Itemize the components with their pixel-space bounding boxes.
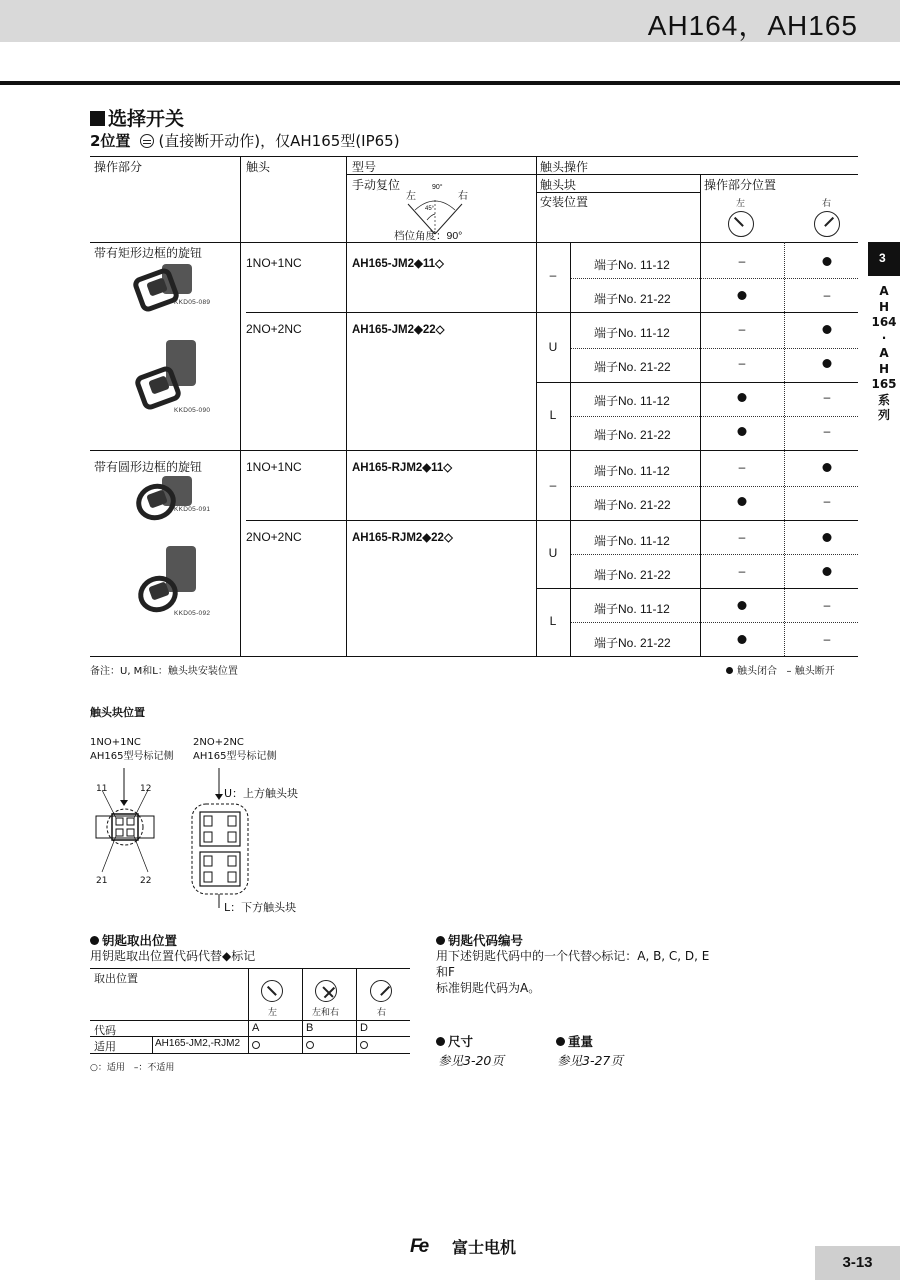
series-char: A xyxy=(879,346,889,360)
terminal-cell: 端子No. 11-12 xyxy=(594,394,670,408)
state-closed-dot xyxy=(738,601,747,610)
dial-left-right-icon xyxy=(315,980,337,1002)
state-open: – xyxy=(823,424,831,438)
state-closed-dot xyxy=(738,393,747,402)
table-col-rule xyxy=(700,242,701,656)
legend-closed: 触头闭合 xyxy=(737,666,777,677)
key-code-line: 和F xyxy=(436,965,455,979)
table-dotted-rule xyxy=(570,278,858,279)
state-open: – xyxy=(738,564,746,578)
series-char: H xyxy=(878,299,890,314)
square-bullet-icon xyxy=(90,111,105,126)
state-open: – xyxy=(823,632,831,646)
kt-pos-both: 左和右 xyxy=(312,1007,340,1017)
dimensions-heading xyxy=(436,1032,473,1050)
kt-apply-label: 适用 xyxy=(94,1041,116,1053)
fe-logo-mark: Fe xyxy=(410,1236,427,1257)
applicable-circle-icon xyxy=(360,1041,368,1049)
subtitle-rest: (直接断开动作)，仅AH165型(IP65) xyxy=(158,132,400,150)
kt-col xyxy=(152,1036,153,1053)
series-char: 系 xyxy=(877,392,890,407)
contact-cell: 2NO+2NC xyxy=(246,530,302,544)
bullet-icon xyxy=(436,1037,445,1046)
upper-block-label: U：上方触头块 xyxy=(224,787,299,800)
table-col-rule xyxy=(570,242,571,656)
mount-cell: U xyxy=(548,340,558,354)
pos-label-1 xyxy=(90,736,173,764)
weight-ref[interactable]: 参见3-27页 xyxy=(557,1053,623,1068)
series-char: H xyxy=(878,361,890,376)
table-dotted-rule xyxy=(570,348,858,349)
dimensions-ref[interactable]: 参见3-20页 xyxy=(438,1053,504,1068)
table-rule-bottom xyxy=(90,656,858,657)
page-title: AH164，AH165 xyxy=(647,10,858,41)
table-col-rule xyxy=(700,174,701,242)
contact-cell: 2NO+2NC xyxy=(246,322,302,336)
model-cell: AH165-RJM2◆11◇ xyxy=(352,462,453,474)
th-op-pos: 操作部分位置 xyxy=(704,178,777,192)
key-code-line: 用下述钥匙代码中的一个代替◇标记：A, B, C, D, E xyxy=(436,949,710,963)
terminal-cell: 端子No. 21-22 xyxy=(594,428,671,442)
kt-pos-header: 取出位置 xyxy=(94,973,138,985)
applicable-circle-icon xyxy=(306,1041,314,1049)
brand-name: 富士电机 xyxy=(452,1238,517,1257)
bullet-icon xyxy=(90,936,99,945)
pos-label-2-line2: AH165型号标记侧 xyxy=(193,751,277,762)
terminal-cell: 端子No. 11-12 xyxy=(594,464,670,478)
bullet-icon xyxy=(556,1037,565,1046)
photo-code: KKD05-090 xyxy=(174,407,211,414)
key-code-title: 钥匙代码编号 xyxy=(448,933,524,948)
contact-pos-title: 触头块位置 xyxy=(90,706,145,719)
table-note: 备注：U, M和L：触头块安装位置 xyxy=(90,666,238,677)
direct-opening-icon xyxy=(140,134,154,148)
page-number-box xyxy=(815,1246,900,1280)
product-photo-rect-2 xyxy=(126,340,206,412)
th-operator: 操作部分 xyxy=(94,160,143,174)
state-closed-dot xyxy=(823,325,832,334)
terminal-cell: 端子No. 21-22 xyxy=(594,498,671,512)
weight-title: 重量 xyxy=(568,1034,594,1049)
key-code-text xyxy=(436,948,709,996)
operator-round-bezel: 带有圆形边框的旋钮 xyxy=(94,460,203,474)
table-rule-top xyxy=(90,156,858,157)
key-table-note: ○：适用 –：不适用 xyxy=(90,1063,175,1073)
terminal-cell: 端子No. 21-22 xyxy=(594,568,671,582)
kt-rule xyxy=(90,1020,410,1021)
kt-code-d: D xyxy=(360,1022,368,1034)
state-open: – xyxy=(738,254,746,268)
state-closed-dot xyxy=(738,635,747,644)
terminal-cell: 端子No. 21-22 xyxy=(594,292,671,306)
dial-right-icon xyxy=(814,211,840,237)
mount-cell: L xyxy=(549,408,557,422)
kt-col xyxy=(248,968,249,1053)
weight-heading xyxy=(556,1032,593,1050)
state-open: – xyxy=(823,494,831,508)
state-open: – xyxy=(823,288,831,302)
kt-col xyxy=(356,968,357,1053)
th-mount-pos: 安装位置 xyxy=(540,195,589,209)
table-col-rule xyxy=(536,156,537,656)
th-pos-right: 右 xyxy=(822,198,832,208)
chapter-tab xyxy=(868,242,900,276)
diagram-right-label: 右 xyxy=(458,191,468,202)
state-open: – xyxy=(738,530,746,544)
terminal-cell: 端子No. 11-12 xyxy=(594,602,670,616)
product-photo-round-2 xyxy=(126,546,206,618)
table-dotted-rule xyxy=(570,486,858,487)
table-col-rule xyxy=(346,156,347,656)
table-rule-group xyxy=(246,312,858,313)
series-char: A xyxy=(879,284,889,298)
section-subtitle xyxy=(90,130,400,151)
kt-code-b: B xyxy=(306,1022,314,1034)
kt-code-label: 代码 xyxy=(94,1025,116,1037)
section-title xyxy=(90,104,184,131)
state-closed-dot xyxy=(738,291,747,300)
mount-cell: – xyxy=(549,478,557,492)
kt-apply-model: AH165-JM2,-RJM2 xyxy=(155,1038,241,1049)
subtitle-bold: 2位置 xyxy=(90,132,131,150)
diagram-90-label: 90° xyxy=(432,184,443,191)
th-contact-block: 触头块 xyxy=(540,178,577,192)
term-22: 22 xyxy=(140,876,152,886)
table-col-rule xyxy=(240,156,241,656)
pos-label-2 xyxy=(193,736,276,764)
pos-label-2-line1: 2NO+2NC xyxy=(193,737,244,748)
terminal-cell: 端子No. 21-22 xyxy=(594,636,671,650)
state-open: – xyxy=(823,390,831,404)
table-rule-header xyxy=(90,242,858,243)
applicable-circle-icon xyxy=(252,1041,260,1049)
diagram-left-label: 左 xyxy=(406,191,416,202)
th-contact: 触头 xyxy=(246,160,271,174)
series-vertical-label xyxy=(868,284,900,424)
photo-code: KKD05-089 xyxy=(174,299,211,306)
table-rule-block xyxy=(536,588,858,589)
terminal-cell: 端子No. 21-22 xyxy=(594,360,671,374)
selector-switch-table xyxy=(90,156,858,656)
dial-left-icon xyxy=(728,211,754,237)
photo-code: KKD05-092 xyxy=(174,610,211,617)
closed-dot-icon xyxy=(726,667,733,674)
th-contact-op: 触头操作 xyxy=(540,160,589,174)
series-char: 165 xyxy=(871,377,897,391)
mount-cell: – xyxy=(549,268,557,282)
table-dotted-rule xyxy=(570,622,858,623)
state-closed-dot xyxy=(823,359,832,368)
dial-right-icon xyxy=(370,980,392,1002)
kt-rule xyxy=(90,1053,410,1054)
terminal-cell: 端子No. 11-12 xyxy=(594,258,670,272)
state-closed-dot xyxy=(823,257,832,266)
key-removal-desc: 用钥匙取出位置代码代替◆标记 xyxy=(90,949,256,963)
state-open: – xyxy=(738,460,746,474)
state-open: – xyxy=(738,322,746,336)
term-12: 12 xyxy=(140,784,152,794)
kt-pos-left: 左 xyxy=(268,1007,278,1017)
th-pos-left: 左 xyxy=(736,198,746,208)
th-model: 型号 xyxy=(352,160,377,174)
key-code-line: 标准钥匙代码为A。 xyxy=(436,981,541,995)
key-code-heading xyxy=(436,931,523,949)
model-cell: AH165-RJM2◆22◇ xyxy=(352,532,453,544)
indexing-label: 档位角度：90° xyxy=(394,230,463,242)
key-removal-table xyxy=(90,968,410,1054)
kt-pos-right: 右 xyxy=(377,1007,387,1017)
dimensions-title: 尺寸 xyxy=(448,1034,474,1049)
series-char: 164 xyxy=(871,315,897,329)
dial-left-icon xyxy=(261,980,283,1002)
table-rule-block xyxy=(536,382,858,383)
th-reset: 手动复位 xyxy=(352,178,401,192)
term-11: 11 xyxy=(96,784,108,794)
header-rule xyxy=(0,81,900,85)
model-cell: AH165-JM2◆22◇ xyxy=(352,324,445,336)
table-dotted-col xyxy=(784,242,785,656)
pos-label-1-line2: AH165型号标记侧 xyxy=(90,751,174,762)
series-char: · xyxy=(881,330,887,345)
lower-block-label: L：下方触头块 xyxy=(224,901,297,914)
table-dotted-rule xyxy=(570,554,858,555)
legend-open: – 触头断开 xyxy=(786,666,835,677)
legend xyxy=(726,662,835,677)
chapter-number: 3 xyxy=(879,251,886,265)
contact-cell: 1NO+1NC xyxy=(246,460,302,474)
page-number: 3-13 xyxy=(842,1254,873,1271)
kt-code-a: A xyxy=(252,1022,260,1034)
bullet-icon xyxy=(436,936,445,945)
state-closed-dot xyxy=(738,497,747,506)
state-open: – xyxy=(823,598,831,612)
state-closed-dot xyxy=(823,533,832,542)
kt-rule xyxy=(90,968,410,969)
terminal-cell: 端子No. 11-12 xyxy=(594,534,670,548)
terminal-cell: 端子No. 11-12 xyxy=(594,326,670,340)
operator-rect-bezel: 带有矩形边框的旋钮 xyxy=(94,246,203,260)
photo-code: KKD05-091 xyxy=(174,506,211,513)
state-closed-dot xyxy=(738,427,747,436)
state-closed-dot xyxy=(823,567,832,576)
mount-cell: L xyxy=(549,614,557,628)
table-rule-section xyxy=(90,450,858,451)
pos-label-1-line1: 1NO+1NC xyxy=(90,737,141,748)
product-photo-round-1 xyxy=(124,472,204,524)
table-dotted-rule xyxy=(570,416,858,417)
section-title-text: 选择开关 xyxy=(108,108,185,130)
kt-col xyxy=(302,968,303,1053)
table-rule-group xyxy=(246,520,858,521)
state-closed-dot xyxy=(823,463,832,472)
term-21: 21 xyxy=(96,876,108,886)
diagram-45-label: 45° xyxy=(425,206,435,212)
kt-rule xyxy=(90,1036,410,1037)
model-cell: AH165-JM2◆11◇ xyxy=(352,258,444,270)
mount-cell: U xyxy=(548,546,558,560)
state-open: – xyxy=(738,356,746,370)
contact-cell: 1NO+1NC xyxy=(246,256,302,270)
key-removal-heading xyxy=(90,931,177,949)
series-char: 列 xyxy=(877,408,890,422)
key-removal-title: 钥匙取出位置 xyxy=(102,933,178,948)
